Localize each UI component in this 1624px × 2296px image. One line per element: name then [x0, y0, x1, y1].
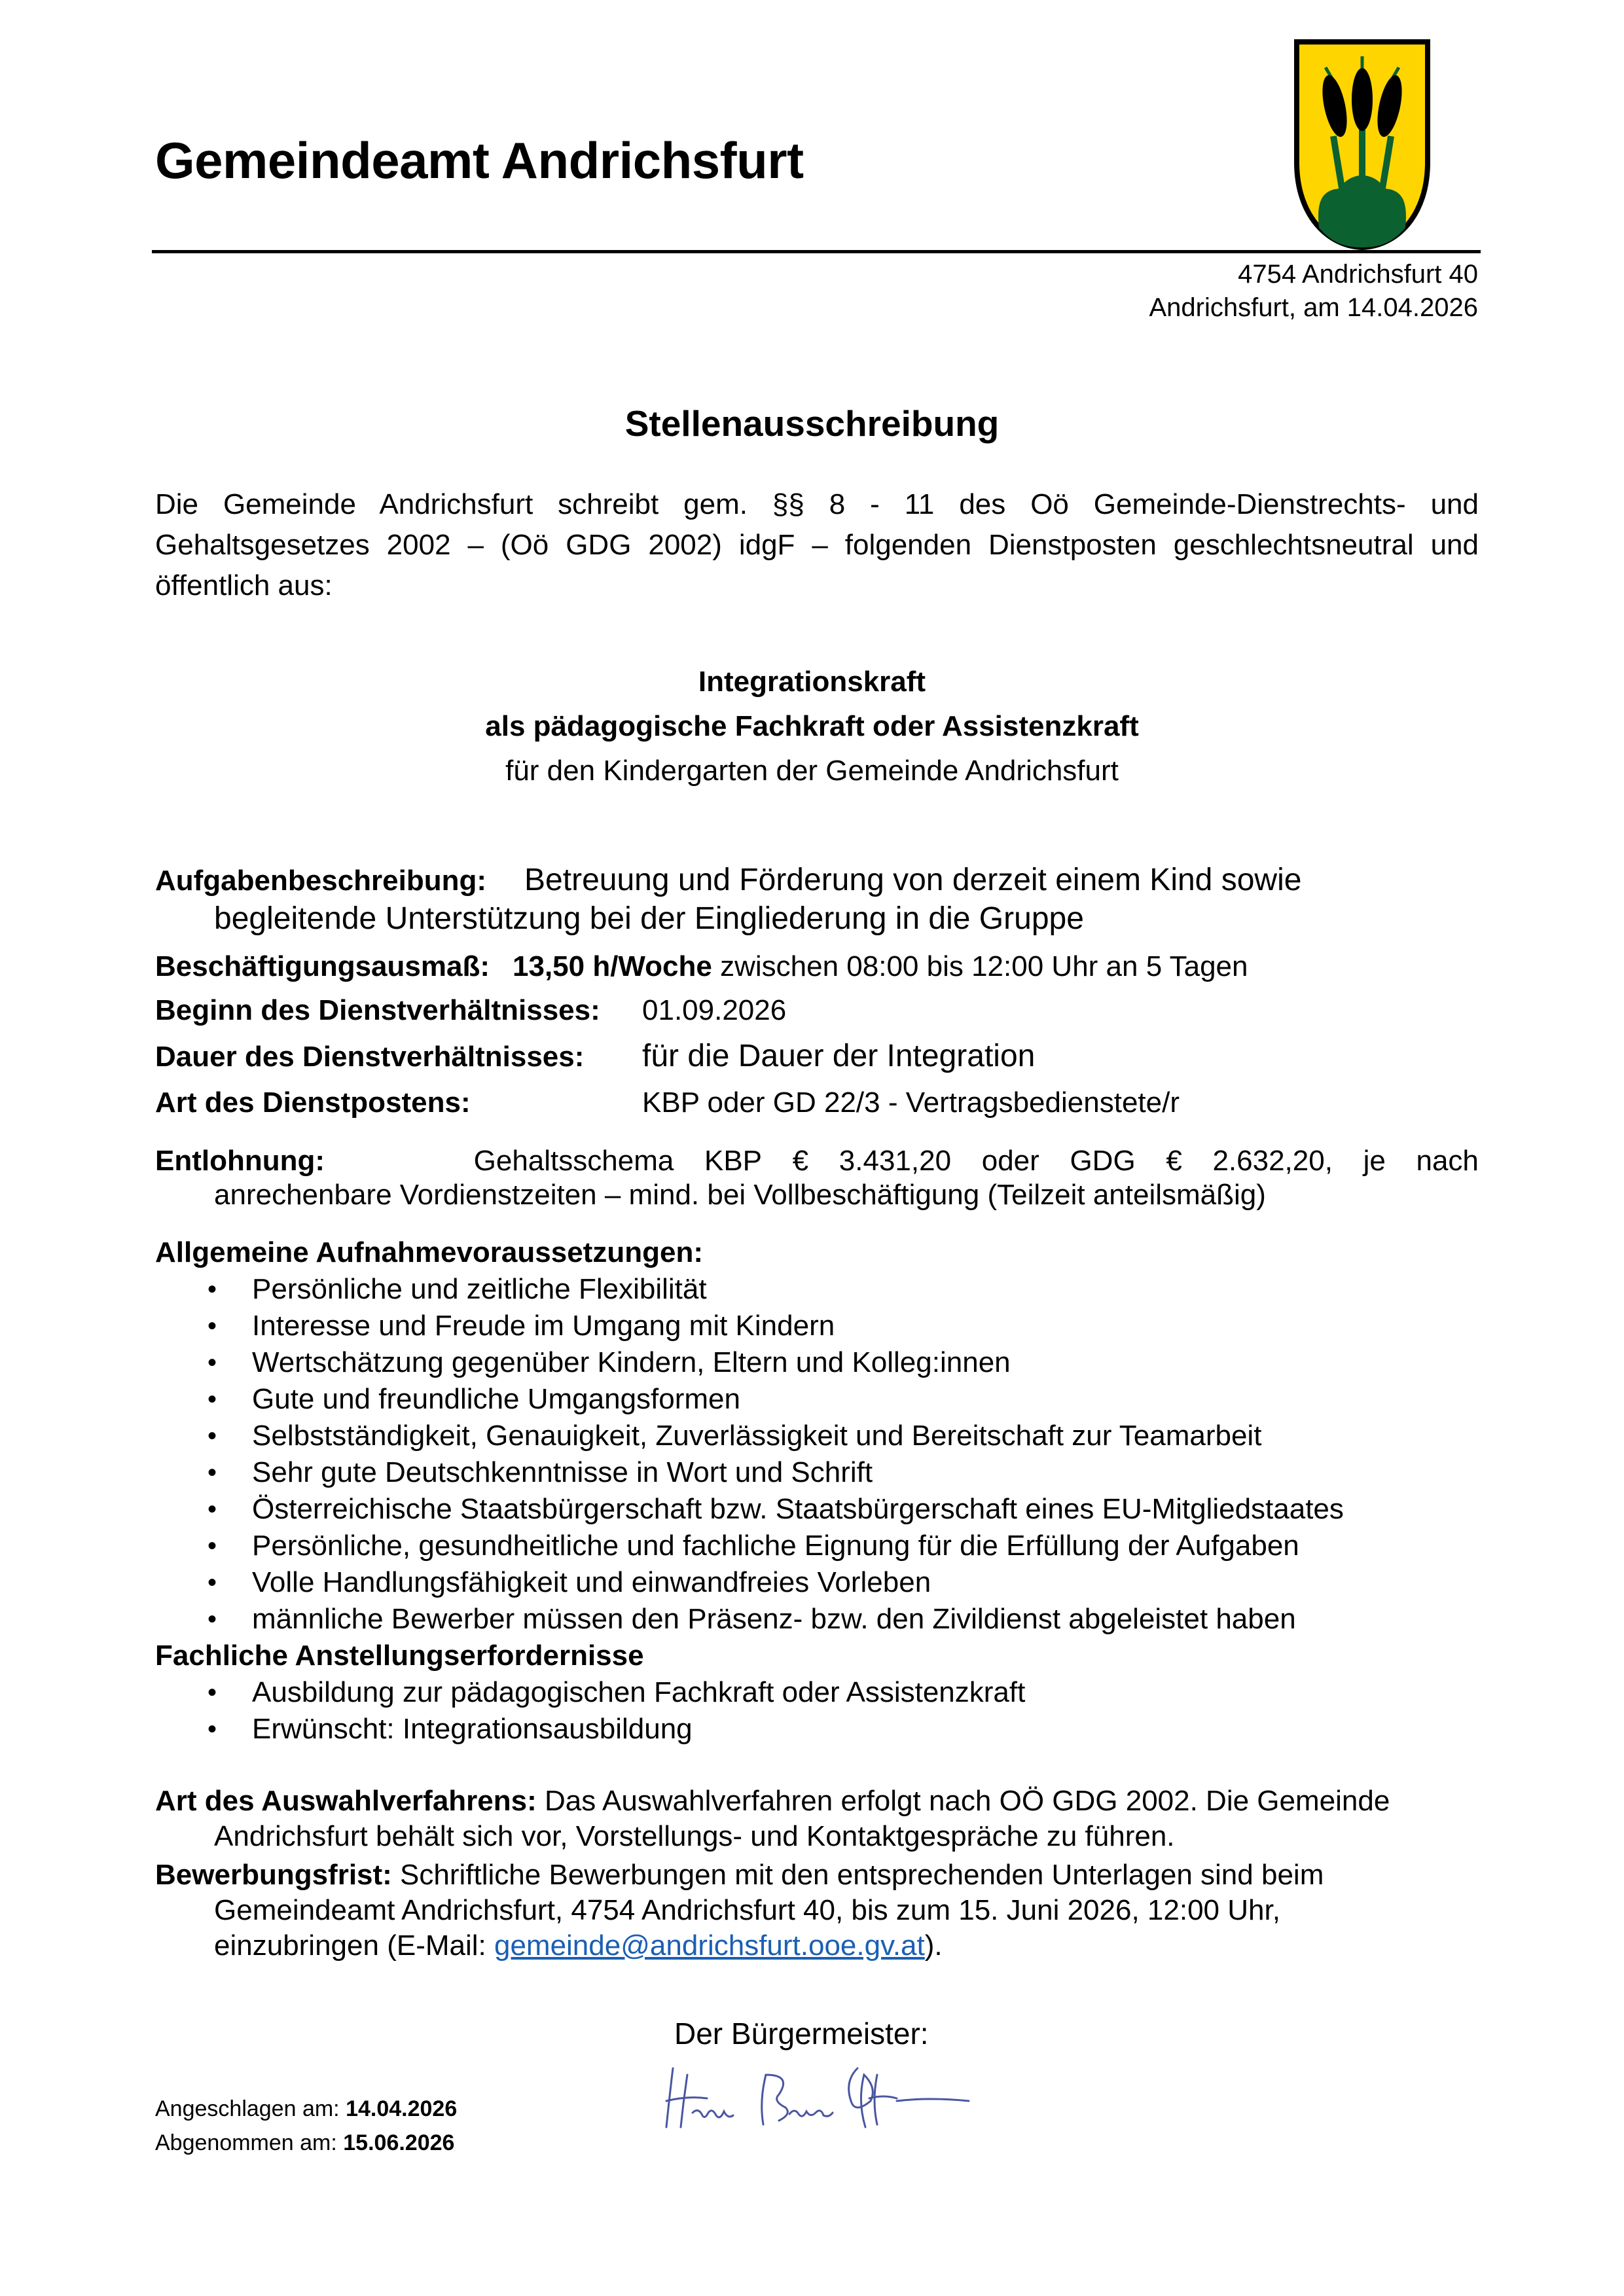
salary-block	[155, 1144, 1479, 1212]
document-title: Stellenausschreibung	[624, 403, 1000, 444]
office-title: Gemeindeamt Andrichsfurt	[155, 132, 804, 189]
deadline-text-3	[155, 1928, 1479, 1964]
salary-line-1	[155, 1144, 1479, 1178]
list-item	[155, 1381, 1479, 1418]
signature-label: Der Bürgermeister:	[674, 2017, 929, 2051]
salary-word: €	[792, 1145, 809, 1177]
type-label: Art des Dienstpostens:	[155, 1086, 471, 1119]
removed-row	[155, 2126, 457, 2160]
list-item	[155, 1564, 1479, 1601]
bullet-icon: •	[208, 1422, 217, 1450]
list-item	[155, 1528, 1479, 1564]
bullet-icon: •	[208, 1385, 217, 1414]
start-value: 01.09.2026	[642, 994, 787, 1026]
list-item	[155, 1308, 1479, 1344]
list-item	[155, 1601, 1479, 1638]
professional-requirements	[155, 1638, 1479, 1748]
general-requirements-list	[155, 1271, 1479, 1638]
address-block	[1149, 258, 1478, 325]
list-item	[155, 1344, 1479, 1381]
posted-row	[155, 2092, 457, 2126]
list-item-text: männliche Bewerber müssen den Präsenz- bzw. den Zivildienst abgeleistet haben	[252, 1603, 1296, 1635]
salary-word: KBP	[704, 1145, 763, 1177]
salary-word: je	[1363, 1145, 1386, 1177]
start-row	[155, 994, 1479, 1027]
list-item-text: Volle Handlungsfähigkeit und einwandfreies Vorleben	[252, 1566, 931, 1598]
duration-value: für die Dauer der Integration	[642, 1039, 1036, 1073]
salary-word: €	[1166, 1145, 1182, 1177]
list-item-text: Wertschätzung gegenüber Kindern, Eltern und Kolleg:innen	[252, 1346, 1011, 1378]
list-item-text: Persönliche, gesundheitliche und fachliche Eignung für die Erfüllung der Aufgaben	[252, 1530, 1299, 1562]
salary-label: Entlohnung:	[155, 1145, 325, 1177]
selection-block	[155, 1784, 1479, 1854]
scope-rest: zwischen 08:00 bis 12:00 Uhr an 5 Tagen	[712, 950, 1248, 982]
list-item	[155, 1418, 1479, 1454]
duration-row	[155, 1038, 1479, 1074]
selection-label: Art des Auswahlverfahrens:	[155, 1785, 537, 1817]
list-item-text: Österreichische Staatsbürgerschaft bzw. Staatsbürgerschaft eines EU-Mitgliedstaates	[252, 1493, 1344, 1525]
list-item	[155, 1271, 1479, 1308]
handwritten-signature-icon	[661, 2062, 975, 2134]
task-text-2: begleitende Unterstützung bei der Eingliederung in die Gruppe	[214, 901, 1084, 936]
list-item-text: Interesse und Freude im Umgang mit Kindern	[252, 1310, 835, 1342]
scope-hours: 13,50 h/Woche	[513, 950, 712, 982]
address: 4754 Andrichsfurt 40	[1238, 260, 1478, 289]
removed-date: 15.06.2026	[343, 2130, 455, 2155]
selection-text-2: Andrichsfurt behält sich vor, Vorstellungs- und Kontaktgespräche zu führen.	[214, 1820, 1175, 1852]
bullet-icon: •	[208, 1605, 217, 1634]
scope-label: Beschäftigungsausmaß:	[155, 950, 490, 982]
salary-kbp-amount: 3.431,20	[839, 1145, 952, 1177]
deadline-email-suffix: ).	[924, 1929, 943, 1962]
task-text-1: Betreuung und Förderung von derzeit einem Kind sowie	[524, 863, 1302, 897]
bullet-icon: •	[208, 1495, 217, 1524]
general-requirements-heading: Allgemeine Aufnahmevoraussetzungen:	[155, 1236, 703, 1268]
deadline-text-1: Schriftliche Bewerbungen mit den entsprechenden Unterlagen sind beim	[391, 1859, 1324, 1891]
posted-label: Angeschlagen am:	[155, 2096, 346, 2121]
list-item-text: Sehr gute Deutschkenntnisse in Wort und Schrift	[252, 1456, 873, 1488]
list-item	[155, 1454, 1479, 1491]
header-divider	[152, 250, 1481, 253]
removed-label: Abgenommen am:	[155, 2130, 344, 2155]
salary-word: nach	[1416, 1145, 1479, 1177]
position-title: Integrationskraft	[698, 666, 926, 698]
professional-requirements-list	[155, 1674, 1479, 1748]
deadline-label: Bewerbungsfrist:	[155, 1859, 392, 1891]
position-block	[0, 660, 1624, 793]
list-item-text: Persönliche und zeitliche Flexibilität	[252, 1273, 707, 1305]
list-item	[155, 1674, 1479, 1711]
bullet-icon: •	[208, 1678, 217, 1707]
position-location: für den Kindergarten der Gemeinde Andrichsfurt	[505, 755, 1119, 787]
task-label: Aufgabenbeschreibung:	[155, 865, 487, 897]
general-requirements	[155, 1234, 1479, 1638]
bullet-icon: •	[208, 1312, 217, 1340]
bullet-icon: •	[208, 1458, 217, 1487]
type-row	[155, 1086, 1479, 1119]
salary-word: oder	[981, 1145, 1039, 1177]
bullet-icon: •	[208, 1532, 217, 1560]
professional-requirements-heading: Fachliche Anstellungserfordernisse	[155, 1640, 644, 1672]
list-item	[155, 1491, 1479, 1528]
list-item-text: Ausbildung zur pädagogischen Fachkraft oder Assistenzkraft	[252, 1676, 1026, 1708]
deadline-email-prefix: einzubringen (E-Mail:	[214, 1929, 494, 1962]
bullet-icon: •	[208, 1275, 217, 1304]
list-item-text: Erwünscht: Integrationsausbildung	[252, 1713, 693, 1745]
bullet-icon: •	[208, 1348, 217, 1377]
bullet-icon: •	[208, 1568, 217, 1597]
salary-gdg-amount: 2.632,20,	[1212, 1145, 1333, 1177]
list-item	[155, 1711, 1479, 1748]
list-item-text: Gute und freundliche Umgangsformen	[252, 1383, 740, 1415]
task-description	[155, 861, 1479, 938]
bullet-icon: •	[208, 1715, 217, 1744]
start-label: Beginn des Dienstverhältnisses:	[155, 994, 600, 1026]
salary-word: Gehaltsschema	[473, 1145, 674, 1177]
duration-label: Dauer des Dienstverhältnisses:	[155, 1041, 585, 1073]
salary-line-2: anrechenbare Vordienstzeiten – mind. bei Vollbeschäftigung (Teilzeit anteilsmäßig)	[214, 1179, 1266, 1211]
list-item-text: Selbstständigkeit, Genauigkeit, Zuverlässigkeit und Bereitschaft zur Teamarbeit	[252, 1420, 1262, 1452]
scope-row	[155, 950, 1479, 983]
posted-date: 14.04.2026	[346, 2096, 458, 2121]
selection-text-1: Das Auswahlverfahren erfolgt nach OÖ GDG 2002. Die Gemeinde	[536, 1785, 1390, 1817]
posting-info	[155, 2092, 457, 2160]
deadline-text-2: Gemeindeamt Andrichsfurt, 4754 Andrichsfurt 40, bis zum 15. Juni 2026, 12:00 Uhr,	[214, 1894, 1280, 1926]
deadline-block	[155, 1857, 1479, 1964]
intro-paragraph: Die Gemeinde Andrichsfurt schreibt gem. §§ 8 - 11 des Oö Gemeinde-Dienstrechts- und Gehaltsgesetzes 2002 – (Oö GDG 2002) idgF – folgenden Dienstposten geschlechtsneutral und öffentlich aus:	[155, 488, 1479, 601]
position-subtitle: als pädagogische Fachkraft oder Assistenzkraft	[485, 710, 1139, 742]
place-date: Andrichsfurt, am 14.04.2026	[1149, 293, 1478, 322]
coat-of-arms-icon	[1293, 38, 1432, 251]
salary-word: GDG	[1070, 1145, 1136, 1177]
type-value: KBP oder GD 22/3 - Vertragsbedienstete/r	[642, 1086, 1180, 1119]
email-link[interactable]: gemeinde@andrichsfurt.ooe.gv.at	[494, 1929, 925, 1962]
